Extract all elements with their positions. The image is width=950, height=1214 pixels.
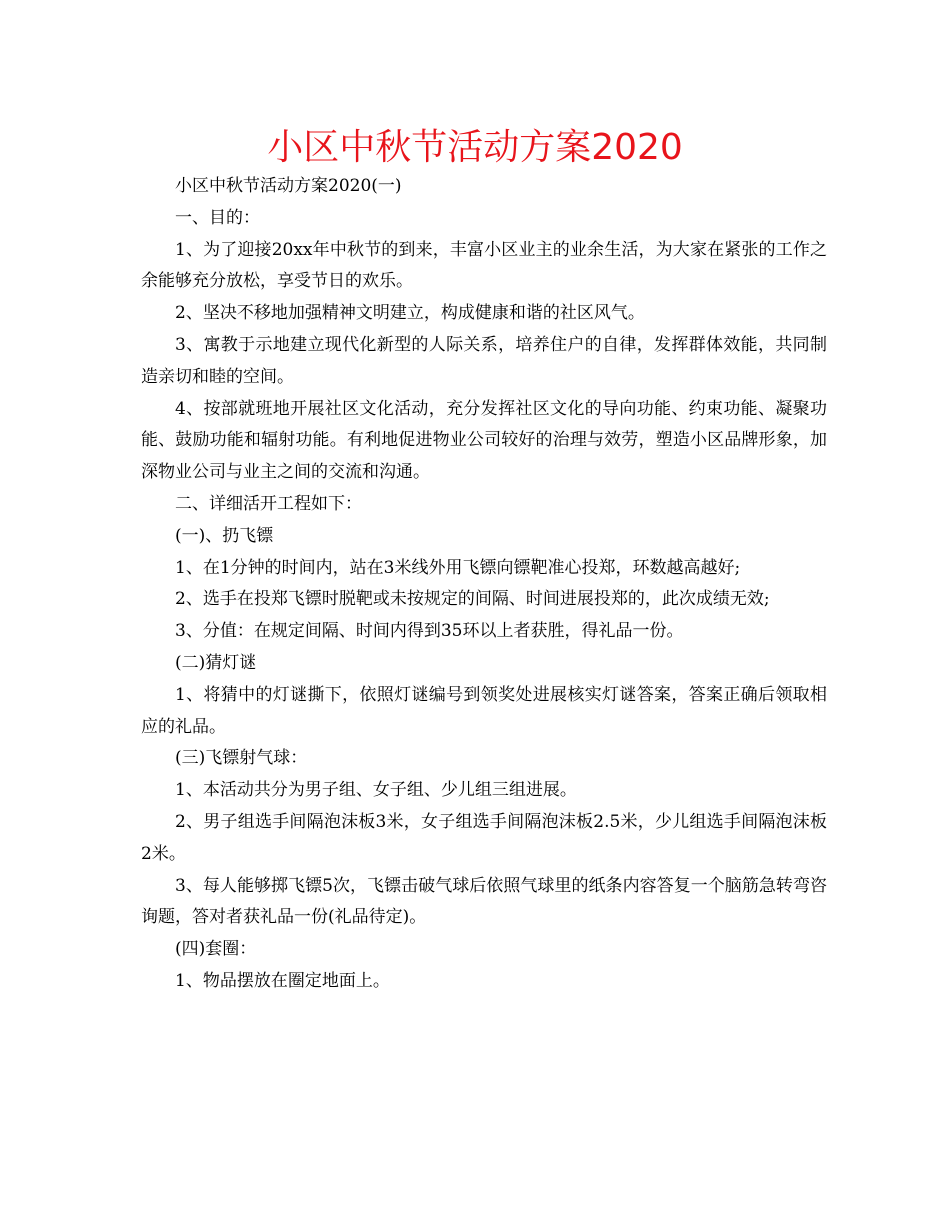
document-title: 小区中秋节活动方案2020: [267, 127, 683, 168]
paragraph-balloons-2: 2、男子组选手间隔泡沫板3米，女子组选手间隔泡沫板2.5米，少儿组选手间隔泡沫板2米。: [141, 811, 827, 864]
paragraph-darts-3: 3、分值：在规定间隔、时间内得到35环以上者获胜，得礼品一份。: [175, 621, 684, 642]
paragraph-purpose-4: 4、按部就班地开展社区文化活动，充分发挥社区文化的导向功能、约束功能、凝聚功能、鼓励功能和辐射功能。有利地促进物业公司较好的治理与效劳，塑造小区品牌形象，加深物业公司与业主之间的交流和沟通。: [141, 398, 827, 483]
paragraph-section-purpose: 一、目的：: [175, 207, 260, 228]
paragraph-darts-2: 2、选手在投郑飞镖时脱靶或未按规定的间隔、时间进展投郑的，此次成绩无效;: [175, 589, 770, 610]
paragraph-purpose-2: 2、坚决不移地加强精神文明建立，构成健康和谐的社区风气。: [175, 303, 645, 324]
paragraph-ring-toss-1: 1、物品摆放在圈定地面上。: [175, 970, 390, 991]
paragraph-darts-1: 1、在1分钟的时间内，站在3米线外用飞镖向镖靶准心投郑，环数越高越好;: [175, 557, 741, 578]
paragraph-balloons-3: 3、每人能够掷飞镖5次，飞镖击破气球后依照气球里的纸条内容答复一个脑筋急转弯咨询题，答对者获礼品一份(礼品待定)。: [141, 875, 827, 928]
paragraph-purpose-3: 3、寓教于示地建立现代化新型的人际关系，培养住户的自律，发挥群体效能，共同制造亲切和睦的空间。: [141, 334, 827, 387]
paragraph-section-activities: 二、详细活开工程如下：: [175, 493, 362, 514]
paragraph-riddles-heading: (二)猜灯谜: [175, 652, 257, 673]
paragraph-balloons-1: 1、本活动共分为男子组、女子组、少儿组三组进展。: [175, 780, 577, 801]
paragraph-riddles-1: 1、将猜中的灯谜撕下，依照灯谜编号到领奖处进展核实灯谜答案，答案正确后领取相应的礼品。: [141, 684, 827, 737]
paragraph-purpose-1: 1、为了迎接20xx年中秋节的到来，丰富小区业主的业余生活，为大家在紧张的工作之余能够充分放松，享受节日的欢乐。: [141, 239, 827, 292]
paragraph-darts-heading: (一)、扔飞镖: [175, 525, 274, 546]
paragraph-subtitle: 小区中秋节活动方案2020(一): [175, 176, 402, 196]
paragraph-ring-toss-heading: (四)套圈：: [175, 939, 257, 960]
paragraph-balloons-heading: (三)飞镖射气球：: [175, 748, 308, 769]
document-body: [141, 171, 827, 998]
